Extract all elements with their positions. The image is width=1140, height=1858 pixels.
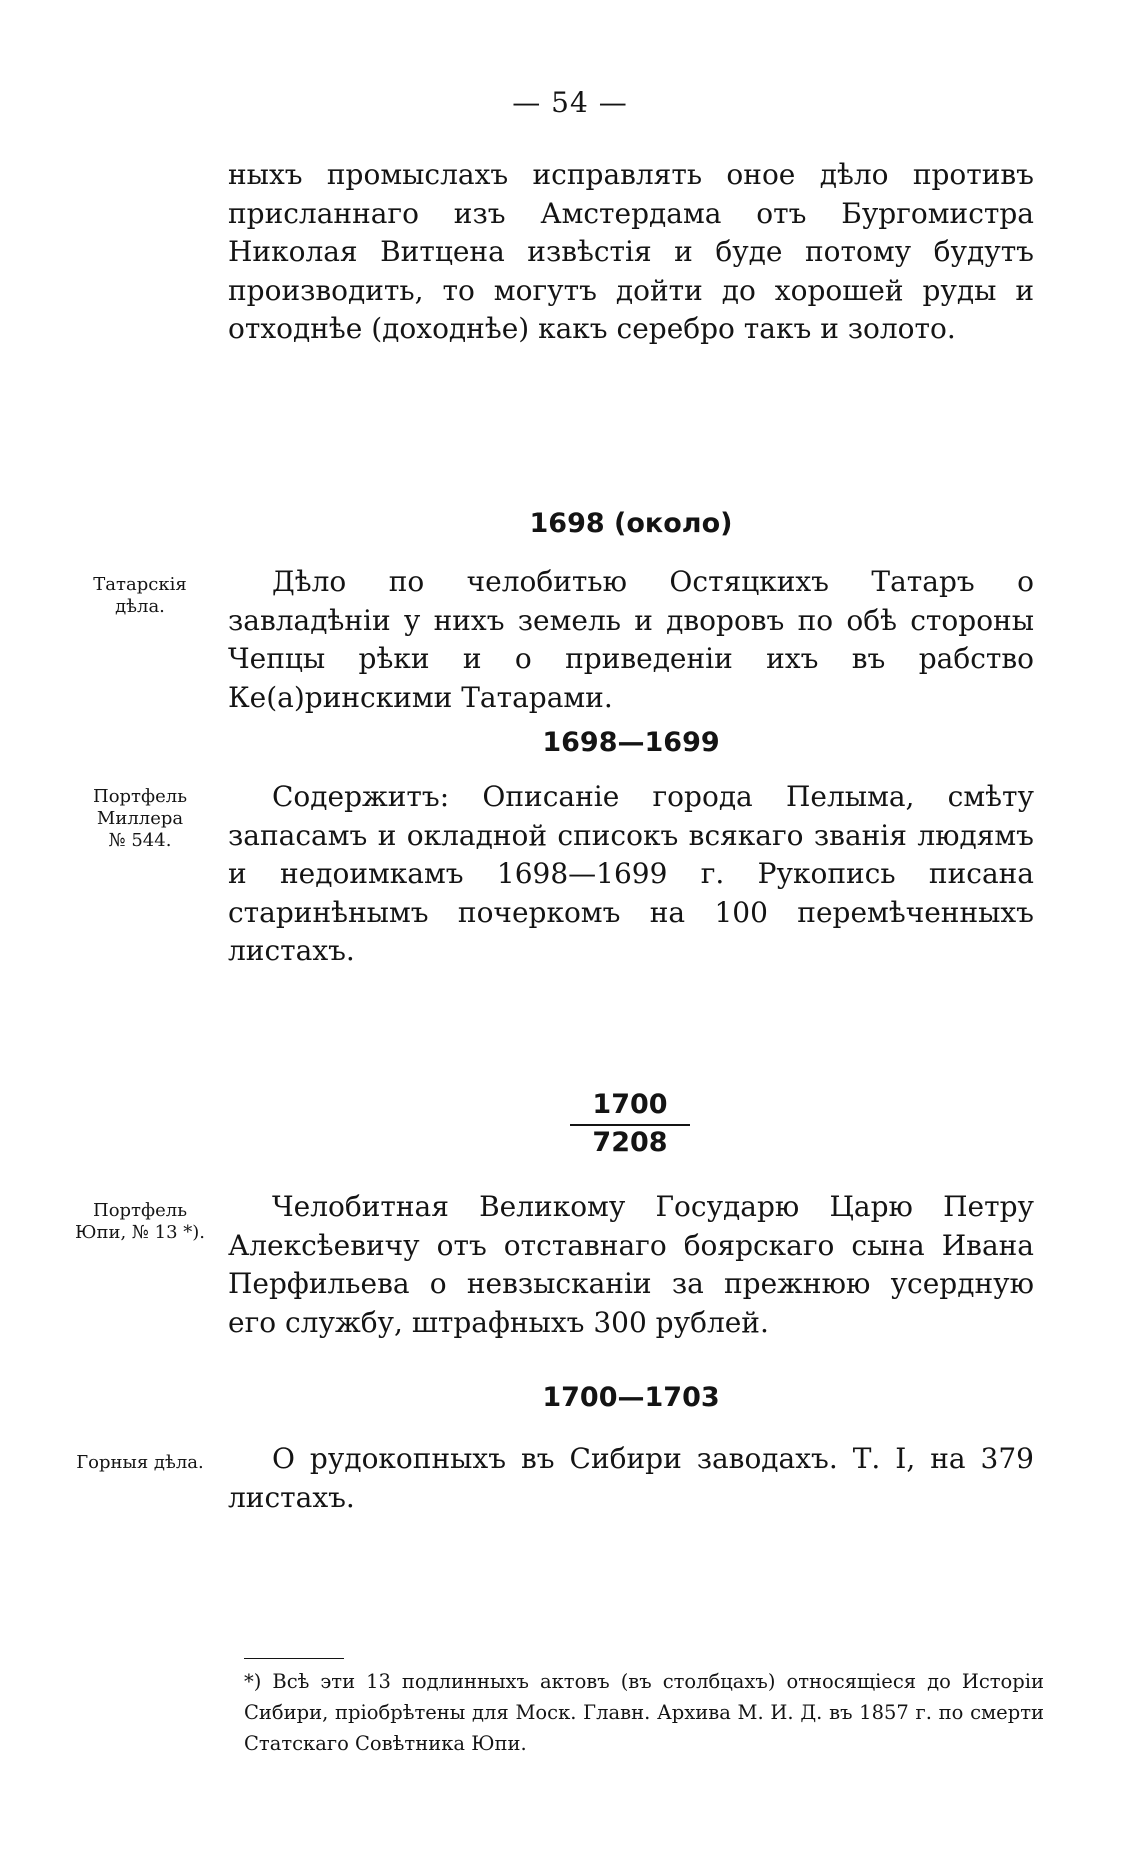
entry-heading-1700-1703: 1700—1703 — [542, 1382, 720, 1413]
entry-heading-1698-1699: 1698—1699 — [542, 727, 720, 758]
entry-text-1700-1703: О рудокопныхъ въ Сибири заводахъ. Т. I, на 379 листахъ. — [228, 1442, 1034, 1514]
entry-heading-1698: 1698 (около) — [529, 508, 733, 539]
margin-note-tatar: Татарскія дѣла. — [93, 574, 187, 617]
entry-heading-1700-7208 — [570, 1088, 690, 1160]
margin-note-miller: Портфель Миллера № 544. — [93, 786, 187, 851]
entry-text-1698: Дѣло по челобитью Остяцкихъ Татаръ о завладѣніи у нихъ земель и дворовъ по обѣ стороны Чепцы рѣки и о приведеніи ихъ въ рабство Ке(а)ринскими Татарами. — [228, 565, 1034, 714]
footnote-rule — [244, 1658, 344, 1659]
entry-text-1700: Челобитная Великому Государю Царю Петру Алексѣевичу отъ отставнаго боярскаго сына Ивана Перфильева о невзысканіи за прежнюю усердную его службу, штрафныхъ 300 рублей. — [228, 1190, 1034, 1339]
year-anno-mundi: 7208 — [592, 1127, 668, 1158]
margin-note-yupi: Портфель Юпи, № 13 *). — [74, 1200, 206, 1243]
page-number: — 54 — — [512, 86, 628, 119]
footnote: *) Всѣ эти 13 подлинныхъ актовъ (въ столбцахъ) относящіеся до Исторіи Сибири, пріобрѣтены для Моск. Главн. Архива М. И. Д. въ 1857 г. по смерти Статскаго Совѣтника Юпи. — [244, 1670, 1044, 1755]
entry-text-1698-1699: Содержитъ: Описаніе города Пелыма, смѣту запасамъ и окладной списокъ всякаго званія людямъ и недоимкамъ 1698—1699 г. Рукопись писана старинѣнымъ почеркомъ на 100 перемѣченныхъ листахъ. — [228, 780, 1034, 967]
intro-paragraph: ныхъ промыслахъ исправлять оное дѣло противъ присланнаго изъ Амстердама отъ Бургомистра Николая Витцена извѣстія и буде потому будутъ производить, то могутъ дойти до хорошей руды и отходнѣе (доходнѣе) какъ серебро такъ и золото. — [228, 158, 1034, 345]
year-ad: 1700 — [570, 1088, 690, 1126]
margin-note-mining: Горныя дѣла. — [76, 1452, 204, 1473]
